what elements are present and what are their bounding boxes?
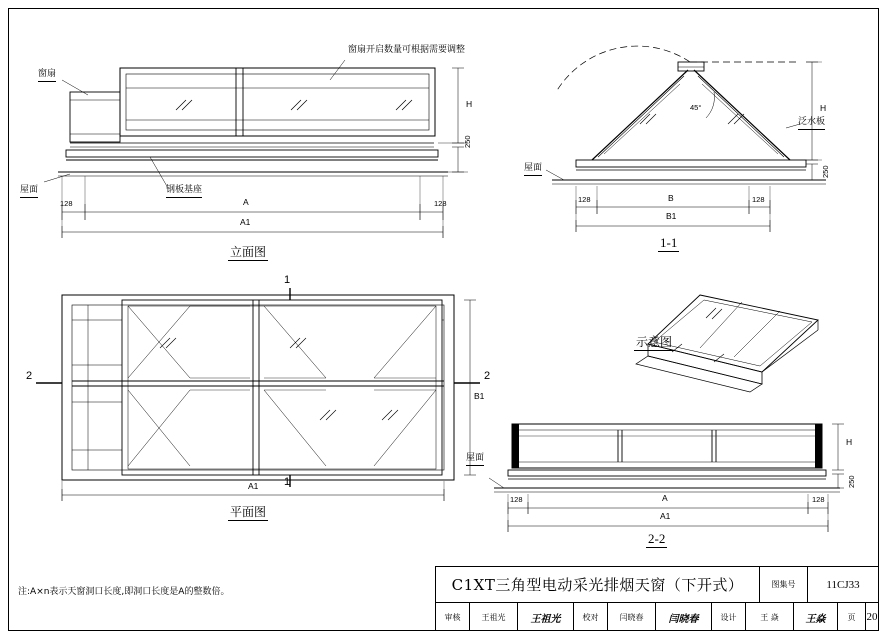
cut-mark-1-bottom: 1	[284, 476, 291, 488]
dim-b1-section11: B1	[666, 211, 677, 221]
dim-b1-plan: B1	[474, 391, 485, 401]
label-flashing: 泛水板	[798, 118, 825, 130]
dim-a1-elevation: A1	[240, 217, 251, 227]
dim-h-section11: H	[820, 103, 827, 113]
cut-mark-1-top: 1	[284, 274, 291, 286]
title-plan: 平面图	[228, 506, 268, 521]
dim-h-section22: H	[846, 437, 853, 447]
label-steel-base: 钢板基座	[166, 186, 202, 198]
check-signature: 闫晓春	[656, 603, 712, 631]
dim-b-section11: B	[668, 193, 674, 203]
drawing-title: C1XT三角型电动采光排烟天窗（下开式）	[436, 567, 760, 602]
title-section-22: 2-2	[646, 532, 667, 548]
check-label: 校对	[574, 603, 608, 631]
review-label: 审核	[436, 603, 470, 631]
title-block	[435, 566, 879, 631]
design-label: 设计	[712, 603, 746, 631]
dim-128-right-section22: 128	[812, 495, 825, 504]
dim-250-elevation: 250	[463, 135, 472, 148]
review-signature: 王祖光	[518, 603, 574, 631]
title-elevation: 立面图	[228, 246, 268, 261]
dim-128-right-section11: 128	[752, 195, 765, 204]
design-name: 王 焱	[746, 603, 794, 631]
dim-250-section11: 250	[821, 165, 830, 178]
dim-128-left-section22: 128	[510, 495, 523, 504]
cut-mark-2-left: 2	[26, 370, 33, 382]
dim-128-left-elevation: 128	[60, 199, 73, 208]
title-block-row-main	[436, 567, 878, 603]
set-label: 图集号	[760, 567, 808, 602]
dim-a-elevation: A	[243, 197, 249, 207]
dim-128-left-section11: 128	[578, 195, 591, 204]
label-sash: 窗扇	[38, 70, 56, 82]
dim-250-section22: 250	[847, 475, 856, 488]
label-roof-section11: 屋面	[524, 164, 542, 176]
design-signature: 王焱	[794, 603, 838, 631]
page-number: 20	[866, 611, 878, 623]
dim-a1-plan: A1	[248, 481, 259, 491]
dim-h-elevation: H	[466, 99, 473, 109]
label-roof-elevation: 屋面	[20, 186, 38, 198]
label-sash-note: 窗扇开启数量可根据需要调整	[348, 45, 466, 55]
review-name: 王祖光	[470, 603, 518, 631]
page-label: 页	[838, 603, 866, 631]
label-angle-45: 45°	[690, 103, 702, 112]
title-block-row-signatures	[436, 603, 878, 631]
set-number: 11CJ33	[826, 578, 860, 591]
sheet-note: 注:A×n表示天窗洞口长度,即洞口长度是A的整数倍。	[18, 587, 230, 597]
dim-128-right-elevation: 128	[434, 199, 447, 208]
title-iso: 示意图	[634, 336, 674, 351]
dim-a-section22: A	[662, 493, 668, 503]
check-name: 闫晓春	[608, 603, 656, 631]
cut-mark-2-right: 2	[484, 370, 491, 382]
title-section-11: 1-1	[658, 236, 679, 252]
dim-a1-section22: A1	[660, 511, 671, 521]
label-roof-section22: 屋面	[466, 454, 484, 466]
